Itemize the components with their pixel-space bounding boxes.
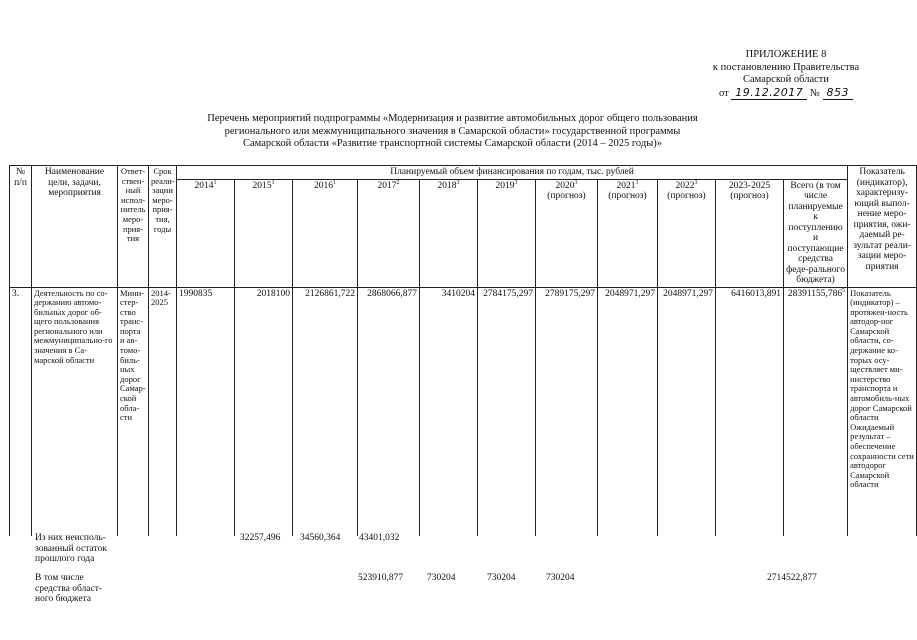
- row-name: Деятельность по со-держанию автомо-бильных дорог об-щего пользования регионального или межмуниципально-го значения в Са-марской области: [32, 287, 118, 536]
- row-term: 2014-2025: [149, 287, 177, 536]
- header-total: Всего (в том числе планируемые к поступлению и поступающие средства феде-рального бюджета): [784, 179, 848, 287]
- regional-budget-label: В том числе средства област-ного бюджета: [35, 573, 103, 604]
- unused-balance-2016: 34560,364: [300, 533, 341, 543]
- row-total: 28391155,786$^5$: [784, 287, 848, 536]
- regional-budget-2018: 730204: [427, 573, 456, 583]
- header-year: 2017$^2$: [358, 179, 420, 287]
- row-value: 3410204: [420, 287, 478, 536]
- header-responsible: Ответ-ствен-ный испол-нитель меро-прия-тия: [118, 166, 149, 288]
- row-value: 2018100: [235, 287, 293, 536]
- document-title: [120, 113, 785, 151]
- regional-budget-2020: 730204: [546, 573, 575, 583]
- regional-budget-2017: 523910,877: [358, 573, 404, 583]
- row-value: 2789175,297: [536, 287, 598, 536]
- annex-date: 19.12.2017: [731, 86, 807, 100]
- table-header-row-1: [10, 166, 917, 180]
- title-line-1: Перечень мероприятий подпрограммы «Модернизация и развитие автомобильных дорог общего пользования: [207, 113, 698, 124]
- header-year: 2022$^3$ (прогноз): [658, 179, 716, 287]
- annex-block: [700, 49, 872, 100]
- unused-balance-2015: 32257,496: [240, 533, 281, 543]
- header-year: 2018$^3$: [420, 179, 478, 287]
- header-year: 2016$^1$: [293, 179, 358, 287]
- annex-number-label: №: [809, 87, 820, 99]
- regional-budget-2019: 730204: [487, 573, 516, 583]
- title-line-3: Самарской области «Развитие транспортной системы Самарской области (2014 – 2025 годы)»: [242, 138, 662, 149]
- unused-balance-2017: 43401,032: [359, 533, 400, 543]
- row-value: 6416013,891: [716, 287, 784, 536]
- title-line-2: регионального или межмуниципального значения в Самарской области» государственной программы: [224, 125, 681, 137]
- row-value: 2784175,297: [478, 287, 536, 536]
- row-value: 1990835: [177, 287, 235, 536]
- header-year: 2020$^3$ (прогноз): [536, 179, 598, 287]
- header-year: 2023-2025 (прогноз): [716, 179, 784, 287]
- header-year: 2019$^3$: [478, 179, 536, 287]
- annex-line-1: к постановлению Правительства: [712, 61, 860, 73]
- unused-balance-label: Из них неисполь-зованный остаток прошлого года: [35, 533, 107, 564]
- table-row: [10, 287, 917, 536]
- row-value: 2048971,297: [658, 287, 716, 536]
- annex-number: 853: [823, 86, 854, 100]
- row-responsible: Мини-стер-ство транс-порта и ав-томо-биль-ных дорог Самар-ской обла-сти: [118, 287, 149, 536]
- annex-title: ПРИЛОЖЕНИЕ 8: [745, 49, 827, 60]
- annex-from-label: от: [718, 87, 729, 99]
- row-value: 2126861,722: [293, 287, 358, 536]
- header-indicator: Показатель (индикатор), характеризу-ющий выпол-нение меро-приятия, ожи-даемый ре-зультат реали-зации меро-приятия: [848, 166, 917, 288]
- row-value: 2868066,877: [358, 287, 420, 536]
- row-num: 3.: [10, 287, 32, 536]
- activities-table: [9, 165, 917, 536]
- header-funding: Планируемый объем финансирования по годам, тыс. рублей: [177, 166, 848, 180]
- header-name: Наименование цели, задачи, мероприятия: [32, 166, 118, 288]
- regional-budget-total: 2714522,877: [767, 573, 817, 583]
- annex-date-line: [700, 87, 872, 101]
- header-term: Срок реали-зации меро-прия-тия, годы: [149, 166, 177, 288]
- row-indicator: Показатель (индикатор) – протяжен-ность автодор-ног Самарской области, со-держание ко-торых осу-ществляет ми-нистерство транспорта и автомобиль-ных дорог Самарской области Ожидаемый результат – обеспечение сохранности сети автодорог Самарской области: [848, 287, 917, 536]
- row-value: 2048971,297: [598, 287, 658, 536]
- annex-line-2: Самарской области: [743, 74, 829, 85]
- header-year: 2015$^1$: [235, 179, 293, 287]
- header-num: № п/п: [10, 166, 32, 288]
- header-year: 2021$^3$ (прогноз): [598, 179, 658, 287]
- header-year: 2014$^1$: [177, 179, 235, 287]
